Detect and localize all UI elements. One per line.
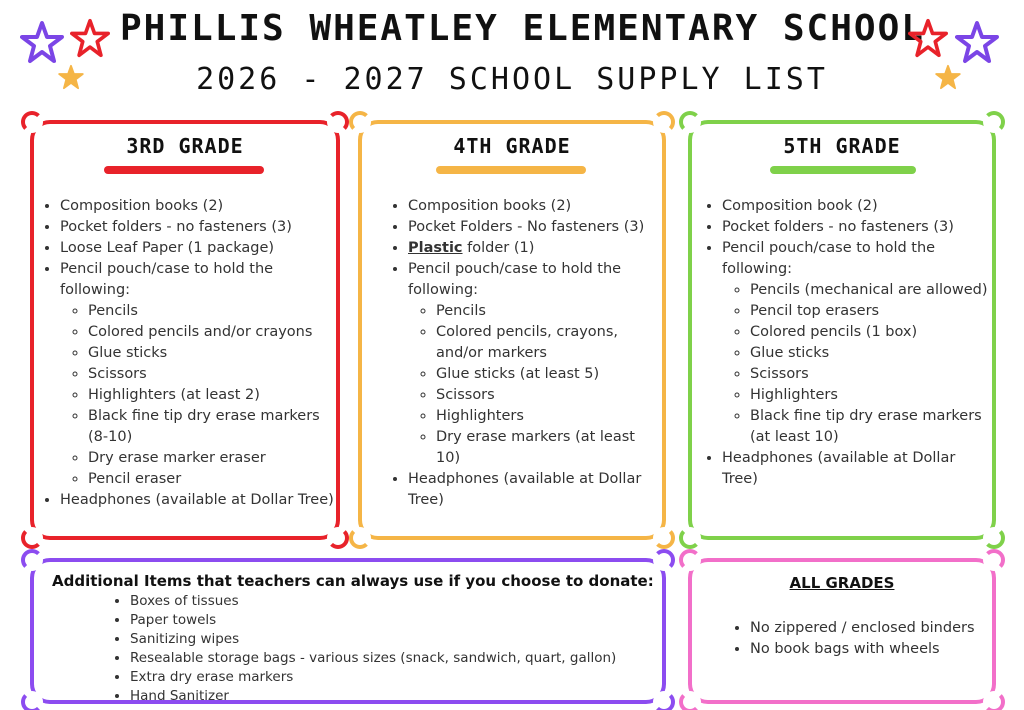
list-item: ◦ Glue sticks (750, 343, 994, 364)
list-item: ◦ Dry erase markers (at least 10) (436, 427, 662, 469)
list-item: • Hand Sanitizer (130, 687, 616, 706)
grade5-underline (770, 166, 916, 174)
list-item: • Composition books (2) (60, 196, 336, 217)
list-item: • Paper towels (130, 611, 616, 630)
supply-list-title: 2026 - 2027 SCHOOL SUPPLY LIST (196, 62, 828, 97)
list-item: • Pocket folders - no fasteners (3) (60, 217, 336, 238)
list-item: • Extra dry erase markers (130, 668, 616, 687)
school-title: PHILLIS WHEATLEY ELEMENTARY SCHOOL (120, 8, 925, 49)
list-item: ◦ Pencils (mechanical are allowed) (750, 280, 994, 301)
donate-list (114, 592, 616, 706)
grade3-list (40, 196, 336, 511)
donate-title: Additional Items that teachers can always use if you choose to donate: (52, 572, 654, 590)
grade4-card (358, 120, 666, 540)
grade5-list (702, 196, 994, 490)
grade3-sublist (72, 301, 336, 490)
list-item: ◦ Highlighters (750, 385, 994, 406)
list-item: • Boxes of tissues (130, 592, 616, 611)
list-item: ◦ Black fine tip dry erase markers (at least 10) (750, 406, 994, 448)
grade4-title: 4TH GRADE (453, 134, 571, 158)
list-item: • Headphones (available at Dollar Tree) (408, 469, 662, 511)
list-item: ◦ Black fine tip dry erase markers (8-10) (88, 406, 336, 448)
red-star-icon (908, 18, 948, 58)
grade3-title: 3RD GRADE (126, 134, 244, 158)
pouch-label: Pencil pouch/case to hold the following: (408, 261, 622, 298)
list-item: ◦ Glue sticks (88, 343, 336, 364)
grade4-sublist (420, 301, 662, 469)
plastic-emphasis: Plastic (408, 240, 463, 256)
all-grades-title: ALL GRADES (789, 574, 895, 592)
red-star-icon (70, 18, 110, 58)
list-item: ◦ Glue sticks (at least 5) (436, 364, 662, 385)
list-item: ◦ Pencil top erasers (750, 301, 994, 322)
list-item: • No zippered / enclosed binders (750, 618, 975, 639)
list-item: ◦ Pencils (436, 301, 662, 322)
list-item (60, 259, 336, 490)
orange-star-icon (935, 64, 961, 90)
list-item (722, 238, 994, 448)
list-item: • Composition book (2) (722, 196, 994, 217)
plastic-rest: folder (1) (462, 240, 535, 256)
purple-star-icon (20, 20, 64, 64)
grade4-list (388, 196, 662, 511)
list-item: • Loose Leaf Paper (1 package) (60, 238, 336, 259)
list-item (408, 259, 662, 469)
list-item: ◦ Colored pencils (1 box) (750, 322, 994, 343)
pouch-label: Pencil pouch/case to hold the following: (722, 240, 936, 277)
list-item: • Sanitizing wipes (130, 630, 616, 649)
all-grades-list (732, 618, 975, 660)
grade4-underline (436, 166, 586, 174)
list-item: ◦ Highlighters (436, 406, 662, 427)
all-grades-card (688, 558, 996, 704)
list-item: ◦ Dry erase marker eraser (88, 448, 336, 469)
list-item: • Composition books (2) (408, 196, 662, 217)
pouch-label: Pencil pouch/case to hold the following: (60, 261, 274, 298)
list-item (408, 238, 662, 259)
list-item: • Headphones (available at Dollar Tree) (722, 448, 994, 490)
grade3-card (30, 120, 340, 540)
list-item: • Resealable storage bags - various sizes (snack, sandwich, quart, gallon) (130, 649, 616, 668)
list-item: • No book bags with wheels (750, 639, 975, 660)
list-item: ◦ Highlighters (at least 2) (88, 385, 336, 406)
list-item: ◦ Pencils (88, 301, 336, 322)
list-item: ◦ Scissors (436, 385, 662, 406)
list-item: • Headphones (available at Dollar Tree) (60, 490, 336, 511)
orange-star-icon (58, 64, 84, 90)
grade5-card (688, 120, 996, 540)
donate-card (30, 558, 666, 704)
grade5-title: 5TH GRADE (783, 134, 901, 158)
list-item: • Pocket Folders - No fasteners (3) (408, 217, 662, 238)
list-item: ◦ Scissors (750, 364, 994, 385)
list-item: ◦ Pencil eraser (88, 469, 336, 490)
list-item: ◦ Colored pencils and/or crayons (88, 322, 336, 343)
list-item: • Pocket folders - no fasteners (3) (722, 217, 994, 238)
grade5-sublist (734, 280, 994, 448)
grade3-underline (104, 166, 264, 174)
list-item: ◦ Scissors (88, 364, 336, 385)
list-item: ◦ Colored pencils, crayons, and/or markers (436, 322, 662, 364)
purple-star-icon (955, 20, 999, 64)
